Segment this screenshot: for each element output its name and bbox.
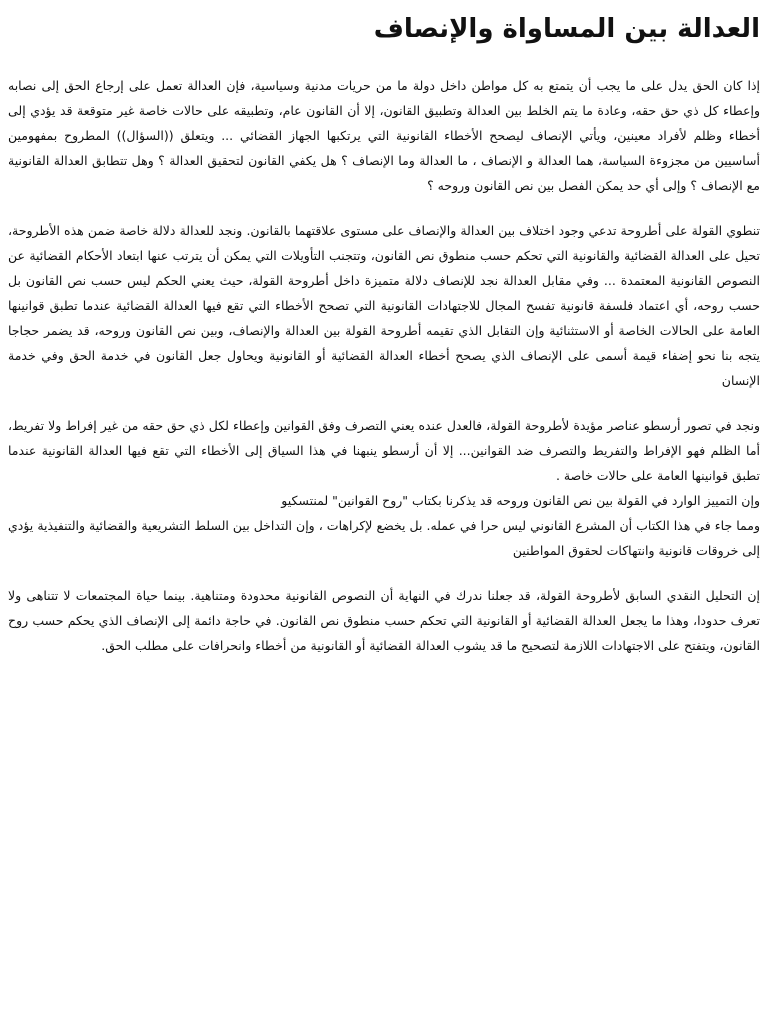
paragraph-conclusion [8, 583, 760, 658]
article-title: العدالة بين المساواة والإنصاف [373, 14, 760, 44]
paragraph-discussion [8, 413, 760, 563]
paragraph-analysis [8, 218, 760, 393]
paragraph-text: ونجد في تصور أرسطو عناصر مؤيدة لأطروحة القولة، فالعدل عنده يعني التصرف وفق القوانين وإعطاء لكل ذي حق حقه من غير إفراط ولا تفريط، أما الظلم فهو الإفراط والتفريط والتصرف ضد القوانين... إلا أن أرسطو ينبهنا في هذا السياق إلى الأخطاء التي تقع فيها العدالة القانونية عندما تطبق قوانينها العامة على حالات خاصة . [8, 418, 760, 484]
paragraph-text: إن التحليل النقدي السابق لأطروحة القولة، قد جعلنا ندرك في النهاية أن النصوص القانونية محدودة ومتناهية. بينما حياة المجتمعات لا تتناهى ولا تعرف حدودا، وهذا ما يجعل العدالة القضائية أو القانونية التي تحكم حسب منطوق نص القانون. في حاجة دائمة إلى الإنصاف الذي يحكم حسب روح القانون، ويتفتح على الاجتهادات اللازمة لتصحيح ما قد يشوب العدالة القضائية أو القانونية من أخطاء وانحرافات على مطلب الحق. [8, 588, 760, 654]
paragraph-text: ومما جاء في هذا الكتاب أن المشرع القانوني ليس حرا في عمله. بل يخضع لإكراهات ، وإن التداخل بين السلط التشريعية والقضائية والتنفيذية يؤدي إلى خروقات قانونية وانتهاكات لحقوق المواطنين [8, 518, 760, 559]
paragraph-text: تنطوي القولة على أطروحة تدعي وجود اختلاف بين العدالة والإنصاف على مستوى علاقتهما بالقانون. ونجد للعدالة دلالة خاصة ضمن هذه الأطروحة، تحيل على العدالة القضائية والقانونية التي تحكم حسب منطوق نص القانون، وتتجنب التأويلات التي يمكن أن يترتب عنها ابتعاد الأحكام القضائية عن النصوص القانونية المعتمدة ... وفي مقابل العدالة نجد للإنصاف دلالة متميزة داخل أطروحة القولة، حيث يعني الحكم ليس حسب نص القانون بل حسب روحه، أي اعتماد فلسفة قانونية تفسح المجال للاجتهادات القانونية التي تصحح الأخطاء التي تقع فيها العدالة القضائية عندما تطبق قوانينها العامة على الحالات الخاصة أو الاستثنائية وإن التقابل الذي تقيمه أطروحة القولة بين العدالة والإنصاف، وبين نص القانون وروحه، قد يضمر حجاجا يتجه بنا نحو إضفاء قيمة أسمى على الإنصاف الذي يصحح أخطاء العدالة القضائية أو القانونية ويحاول جعل القانون في خدمة الحق وفي خدمة الإنسان [8, 223, 760, 389]
paragraph-text: وإن التمييز الوارد في القولة بين نص القانون وروحه قد يذكرنا بكتاب "روح القوانين" لمنتسكيو [281, 493, 760, 509]
paragraph-text: إذا كان الحق يدل على ما يجب أن يتمتع به كل مواطن داخل دولة ما من حريات مدنية وسياسية، فإن العدالة تعمل على إرجاع الحق إلى نصابه وإعطاء كل ذي حق حقه، وعادة ما يتم الخلط بين العدالة وتطبيق القانون، إلا أن القانون عام، وتطبيقه على حالات خاصة غير متوقعة قد يؤدي إلى أخطاء وظلم لأفراد معينين، ويأتي الإنصاف ليصحح الأخطاء القانونية التي يرتكبها الجهاز القضائي ... ويتعلق ((السؤال)) المطروح بمفهومين أساسيين من مجزوءة السياسة، هما العدالة و الإنصاف ، ما العدالة وما الإنصاف ؟ هل يكفي القانون لتحقيق العدالة ؟ وهل تتطابق العدالة القانونية مع الإنصاف ؟ وإلى أي حد يمكن الفصل بين نص القانون وروحه ؟ [8, 78, 760, 194]
paragraph-introduction [8, 73, 760, 198]
